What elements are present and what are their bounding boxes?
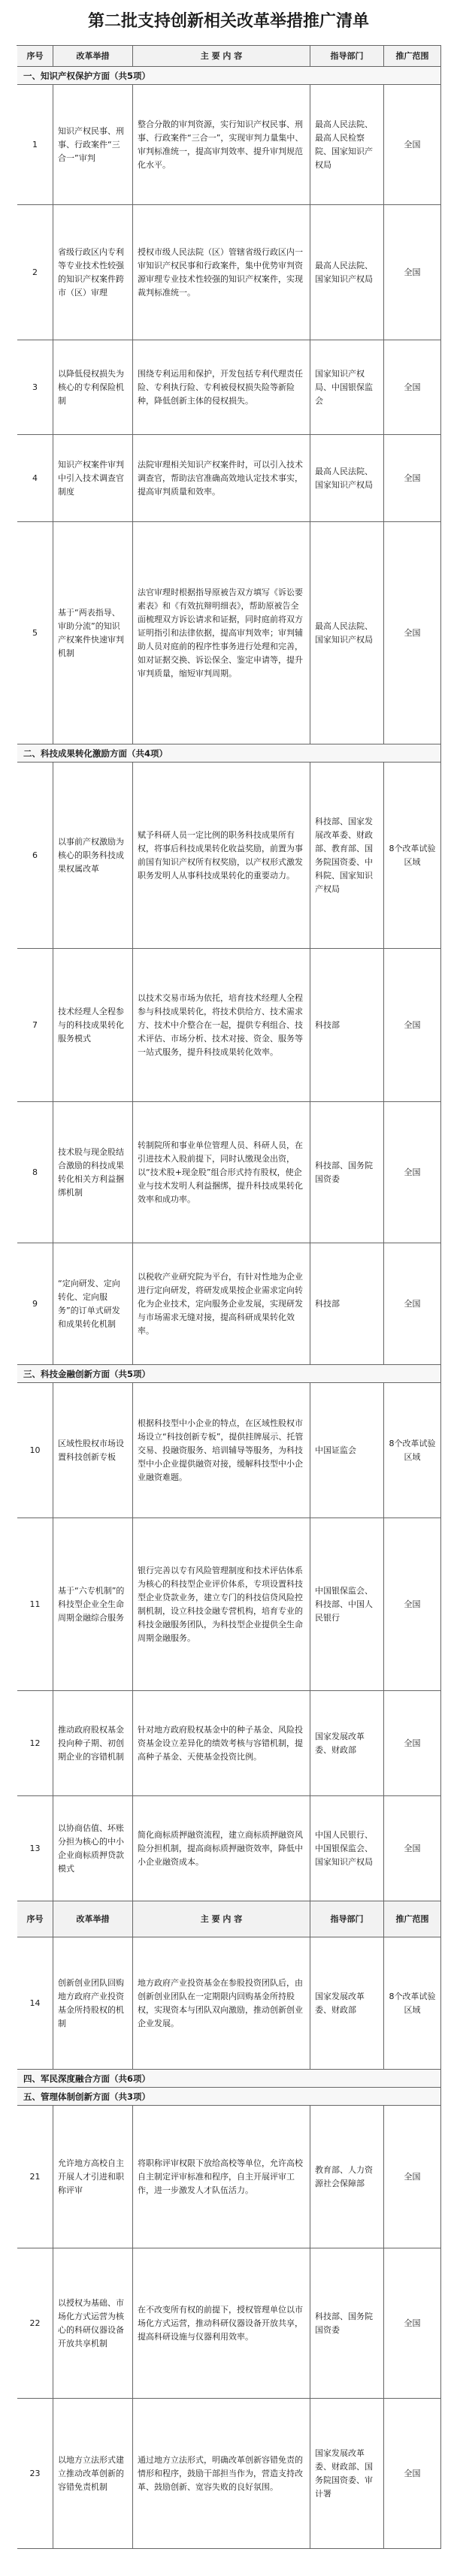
table-row bbox=[17, 2106, 441, 2248]
row-content: 通过地方立法形式，明确改革创新容错免责的情形和程序，鼓励干部担当作为，营造支持改革、鼓励创新、宽容失败的良好氛围。 bbox=[133, 2399, 310, 2548]
table-row bbox=[17, 1796, 441, 1901]
section-label: 五、管理体制创新方面（共3项） bbox=[23, 2091, 150, 2102]
row-content: 围绕专利运用和保护，开发包括专利代理责任险、专利执行险、专利被侵权损失险等新险种，降低创新主体的侵权损失。 bbox=[133, 340, 310, 434]
row-number: 9 bbox=[17, 1243, 53, 1364]
row-number: 21 bbox=[17, 2106, 53, 2248]
table-header bbox=[17, 46, 441, 67]
row-scope: 全国 bbox=[384, 1102, 441, 1243]
table-row bbox=[17, 1937, 441, 2070]
row-content: 赋予科研人员一定比例的职务科技成果所有权，将事后科技成果转化收益奖励，前置为事前国有知识产权所有权奖励，以产权形式激发职务发明人从事科技成果转化的重要动力。 bbox=[133, 763, 310, 948]
section-row bbox=[17, 67, 441, 85]
row-department: 科技部 bbox=[310, 949, 384, 1101]
row-content: 针对地方政府股权基金中的种子基金、风险投资基金设立差异化的绩效考核与容错机制，提高种子基金、天使基金投资比例。 bbox=[133, 1691, 310, 1795]
row-number: 1 bbox=[17, 85, 53, 204]
row-number: 4 bbox=[17, 435, 53, 521]
table-row bbox=[17, 435, 441, 522]
row-scope: 全国 bbox=[384, 340, 441, 434]
table-row bbox=[17, 1102, 441, 1243]
row-reform: 基于“两表指导、审助分流”的知识产权案件快速审判机制 bbox=[53, 522, 133, 744]
row-department: 最高人民法院、最高人民检察院、国家知识产权局 bbox=[310, 85, 384, 204]
row-scope: 全国 bbox=[384, 949, 441, 1101]
row-scope: 全国 bbox=[384, 522, 441, 744]
row-department: 中国人民银行、中国银保监会、国家知识产权局 bbox=[310, 1796, 384, 1901]
row-number: 14 bbox=[17, 1937, 53, 2069]
header-number: 序号 bbox=[17, 1901, 53, 1937]
table-row bbox=[17, 763, 441, 949]
row-number: 6 bbox=[17, 763, 53, 948]
row-reform: “定向研发、定向转化、定向服务”的订单式研发和成果转化机制 bbox=[53, 1243, 133, 1364]
table-row bbox=[17, 1243, 441, 1365]
row-reform: 以协商估值、坏账分担为核心的中小企业商标质押贷款模式 bbox=[53, 1796, 133, 1901]
row-content: 地方政府产业投资基金在参股投资团队后，由创新创业团队在一定期限内回购基金所持股权，实现资本与团队双向激励，推动创新创业企业发展。 bbox=[133, 1937, 310, 2069]
row-number: 11 bbox=[17, 1518, 53, 1690]
row-number: 10 bbox=[17, 1383, 53, 1518]
table-row bbox=[17, 205, 441, 340]
row-scope: 全国 bbox=[384, 2248, 441, 2398]
row-scope: 8个改革试验区域 bbox=[384, 1383, 441, 1518]
row-scope: 全国 bbox=[384, 1243, 441, 1364]
table-row bbox=[17, 85, 441, 205]
row-scope: 全国 bbox=[384, 85, 441, 204]
row-department: 科技部、国家发展改革委、财政部、教育部、国务院国资委、中科院、国家知识产权局 bbox=[310, 763, 384, 948]
table-row bbox=[17, 522, 441, 744]
header-scope: 推广范围 bbox=[384, 1901, 441, 1937]
row-department: 科技部、国务院国资委 bbox=[310, 1102, 384, 1243]
table-row bbox=[17, 1518, 441, 1691]
row-reform: 区域性股权市场设置科技创新专板 bbox=[53, 1383, 133, 1518]
row-department: 中国证监会 bbox=[310, 1383, 384, 1518]
section-row bbox=[17, 1365, 441, 1383]
section-row bbox=[17, 2070, 441, 2088]
row-number: 22 bbox=[17, 2248, 53, 2398]
row-number: 5 bbox=[17, 522, 53, 744]
section-row bbox=[17, 2088, 441, 2106]
section-label: 一、知识产权保护方面（共5项） bbox=[23, 70, 150, 81]
row-reform: 以降低侵权损失为核心的专利保险机制 bbox=[53, 340, 133, 434]
table-header-repeat bbox=[17, 1901, 441, 1937]
header-content: 主 要 内 容 bbox=[133, 1901, 310, 1937]
document-title: 第二批支持创新相关改革举措推广清单 bbox=[87, 11, 369, 31]
row-department: 国家发展改革委、财政部 bbox=[310, 1691, 384, 1795]
reform-table bbox=[17, 45, 441, 2499]
row-number: 23 bbox=[17, 2399, 53, 2548]
row-reform: 技术经理人全程参与的科技成果转化服务模式 bbox=[53, 949, 133, 1101]
row-number: 13 bbox=[17, 1796, 53, 1901]
row-department: 科技部 bbox=[310, 1243, 384, 1364]
row-reform: 以地方立法形式建立推动改革创新的容错免责机制 bbox=[53, 2399, 133, 2548]
header-content: 主 要 内 容 bbox=[133, 46, 310, 66]
row-reform: 以事前产权激励为核心的职务科技成果权属改革 bbox=[53, 763, 133, 948]
row-scope: 全国 bbox=[384, 1796, 441, 1901]
row-content: 法官审理时根据指导原被告双方填写《诉讼要素表》和《有效抗辩明细表》，帮助原被告全面梳理双方诉讼请求和证据，同时庭前将双方证明指引和法律依据，提高审判效率；审判辅助人员对庭前的程序性事务进行处理和完善，如对证据交换、诉讼保全、鉴定申请等，提升审判质量，缩短审判周期。 bbox=[133, 522, 310, 744]
table-row bbox=[17, 2248, 441, 2399]
row-scope: 全国 bbox=[384, 1518, 441, 1690]
row-department: 国家知识产权局、中国银保监会 bbox=[310, 340, 384, 434]
row-content: 转制院所和事业单位管理人员、科研人员，在引进技术入股前提下，同时认缴现金出资，以“技术股+现金股”组合形式持有股权，使企业与技术发明人利益捆绑，提升科技成果转化效率和成功率。 bbox=[133, 1102, 310, 1243]
row-content: 整合分散的审判资源，实行知识产权民事、刑事、行政案件“三合一”，实现审判力量集中、审判标准统一，提高审判效率、提升审判规范化水平。 bbox=[133, 85, 310, 204]
row-department: 最高人民法院、国家知识产权局 bbox=[310, 435, 384, 521]
row-reform: 以授权为基础、市场化方式运营为核心的科研仪器设备开放共享机制 bbox=[53, 2248, 133, 2398]
row-content: 银行完善以专有风险管理制度和技术评估体系为核心的科技型企业评价体系，专项设置科技型企业贷款业务，建立专门的科技信贷风险控制机制，设立科技金融专营机构，培育专业的科技金融服务团队，为科技型企业提供全生命周期金融服务。 bbox=[133, 1518, 310, 1690]
section-label: 四、军民深度融合方面（共6项） bbox=[23, 2073, 150, 2084]
row-scope: 8个改革试验区域 bbox=[384, 763, 441, 948]
row-reform: 知识产权案件审判中引入技术调查官制度 bbox=[53, 435, 133, 521]
header-reform: 改革举措 bbox=[53, 1901, 133, 1937]
row-number: 8 bbox=[17, 1102, 53, 1243]
row-content: 授权市级人民法院（区）管辖省级行政区内一审知识产权民事和行政案件，集中优势审判资源审理专业技术性较强的知识产权案件，实现裁判标准统一。 bbox=[133, 205, 310, 340]
row-content: 在不改变所有权的前提下，授权管理单位以市场化方式运营，推动科研仪器设备开放共享，提高科研设施与仪器利用效率。 bbox=[133, 2248, 310, 2398]
row-department: 最高人民法院、国家知识产权局 bbox=[310, 522, 384, 744]
header-number: 序号 bbox=[17, 46, 53, 66]
section-label: 三、科技金融创新方面（共5项） bbox=[23, 1368, 150, 1379]
table-row bbox=[17, 1691, 441, 1796]
section-label: 二、科技成果转化激励方面（共4项） bbox=[23, 747, 168, 759]
row-number: 3 bbox=[17, 340, 53, 434]
row-content: 将职称评审权限下放给高校等单位，允许高校自主制定评审标准和程序，自主开展评审工作，进一步激发人才队伍活力。 bbox=[133, 2106, 310, 2248]
row-reform: 知识产权民事、刑事、行政案件“三合一”审判 bbox=[53, 85, 133, 204]
row-scope: 全国 bbox=[384, 435, 441, 521]
row-department: 最高人民法院、国家知识产权局 bbox=[310, 205, 384, 340]
section-row bbox=[17, 744, 441, 763]
row-department: 中国银保监会、科技部、中国人民银行 bbox=[310, 1518, 384, 1690]
row-scope: 8个改革试验区域 bbox=[384, 1937, 441, 2069]
header-department: 指导部门 bbox=[310, 46, 384, 66]
row-reform: 允许地方高校自主开展人才引进和职称评审 bbox=[53, 2106, 133, 2248]
table-row bbox=[17, 340, 441, 435]
row-department: 科技部、国务院国资委 bbox=[310, 2248, 384, 2398]
header-reform: 改革举措 bbox=[53, 46, 133, 66]
table-row bbox=[17, 1383, 441, 1518]
row-number: 7 bbox=[17, 949, 53, 1101]
header-scope: 推广范围 bbox=[384, 46, 441, 66]
row-number: 12 bbox=[17, 1691, 53, 1795]
row-content: 以技术交易市场为依托，培育技术经理人全程参与科技成果转化，将技术供给方、技术需求方、技术中介整合在一起，提供专利组合、技术评估、市场分析、技术对接、资金、服务等一站式服务，提升科技成果转化效率。 bbox=[133, 949, 310, 1101]
row-scope: 全国 bbox=[384, 2399, 441, 2548]
row-scope: 全国 bbox=[384, 1691, 441, 1795]
row-reform: 技术股与现金股结合激励的科技成果转化相关方利益捆绑机制 bbox=[53, 1102, 133, 1243]
row-scope: 全国 bbox=[384, 2106, 441, 2248]
table-row bbox=[17, 2399, 441, 2549]
row-department: 国家发展改革委、财政部、国务院国资委、审计署 bbox=[310, 2399, 384, 2548]
row-reform: 省级行政区内专利等专业技术性较强的知识产权案件跨市（区）审理 bbox=[53, 205, 133, 340]
row-content: 根据科技型中小企业的特点，在区域性股权市场设立“科技创新专板”，提供挂牌展示、托管交易、投融资服务、培训辅导等服务，为科技型中小企业提供融资对接，缓解科技型中小企业融资难题。 bbox=[133, 1383, 310, 1518]
row-department: 教育部、人力资源社会保障部 bbox=[310, 2106, 384, 2248]
row-reform: 推动政府股权基金投向种子期、初创期企业的容错机制 bbox=[53, 1691, 133, 1795]
table-row bbox=[17, 949, 441, 1102]
row-number: 2 bbox=[17, 205, 53, 340]
row-department: 国家发展改革委、财政部 bbox=[310, 1937, 384, 2069]
row-scope: 全国 bbox=[384, 205, 441, 340]
row-reform: 创新创业团队回购地方政府产业投资基金所持股权的机制 bbox=[53, 1937, 133, 2069]
row-content: 以税收产业研究院为平台，有针对性地为企业进行定向研发，将研发成果按企业需求定向转化为企业技术，定向服务企业发展，实现研发与市场需求无缝对接，提高科研成果转化效率。 bbox=[133, 1243, 310, 1364]
row-reform: 基于“六专机制”的科技型企业全生命周期金融综合服务 bbox=[53, 1518, 133, 1690]
row-content: 法院审理相关知识产权案件时，可以引入技术调查官，帮助法官准确高效地认定技术事实，提高审判质量和效率。 bbox=[133, 435, 310, 521]
header-department: 指导部门 bbox=[310, 1901, 384, 1937]
row-content: 简化商标质押融资流程，建立商标质押融资风险分担机制，提高商标质押融资效率，降低中小企业融资成本。 bbox=[133, 1796, 310, 1901]
